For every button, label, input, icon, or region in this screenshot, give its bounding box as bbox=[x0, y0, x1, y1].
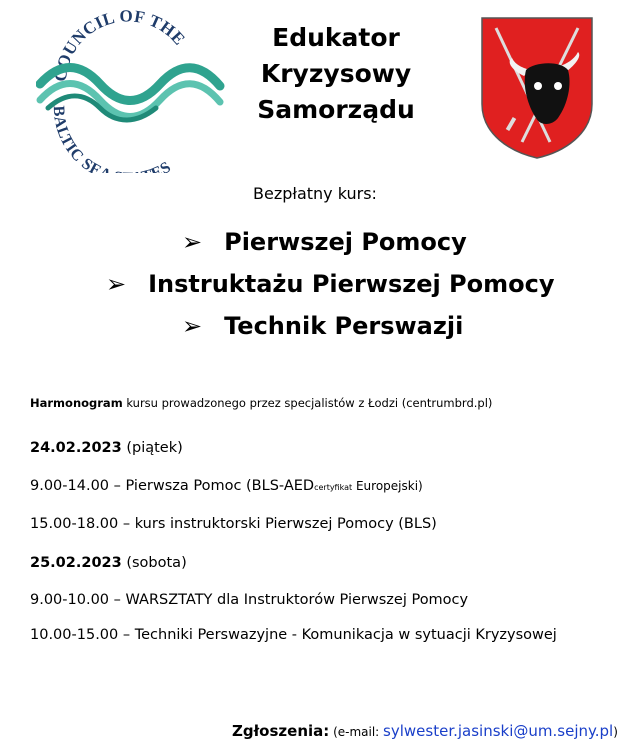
schedule-item-rest: Europejski) bbox=[352, 479, 423, 493]
title-line-1: Edukator bbox=[272, 23, 400, 52]
harmonogram-line bbox=[30, 396, 492, 410]
course-item bbox=[182, 312, 463, 340]
schedule-weekday: (sobota) bbox=[121, 555, 187, 571]
contact-prefix: (e-mail: bbox=[329, 725, 384, 739]
contact-line bbox=[232, 722, 618, 740]
schedule-date: 24.02.2023 bbox=[30, 440, 122, 456]
schedule-weekday: (piątek) bbox=[121, 440, 183, 456]
schedule-item-text: 9.00-10.00 – WARSZTATY dla Instruktorów Pierwszej Pomocy bbox=[30, 592, 469, 608]
arrow-bullet-icon: ➢ bbox=[106, 270, 127, 298]
schedule-item bbox=[30, 592, 468, 608]
harmonogram-label: Harmonogram bbox=[30, 396, 123, 410]
arrow-bullet-icon: ➢ bbox=[182, 312, 203, 340]
schedule-date: 25.02.2023 bbox=[30, 555, 122, 571]
title-line-3: Samorządu bbox=[257, 95, 415, 124]
page-title bbox=[236, 20, 436, 128]
schedule-item-text: 15.00-18.00 – kurs instruktorski Pierwszej Pomocy (BLS) bbox=[30, 516, 437, 532]
cbss-logo-graphic bbox=[36, 8, 226, 173]
course-label: Pierwszej Pomocy bbox=[224, 228, 467, 256]
course-item bbox=[182, 228, 467, 256]
coat-of-arms bbox=[478, 14, 596, 160]
schedule-day bbox=[30, 440, 183, 456]
course-item bbox=[106, 270, 555, 298]
schedule-item-note: certyfikat bbox=[314, 483, 353, 492]
intro-text: Bezpłatny kurs: bbox=[253, 184, 377, 203]
logo-text-top: COUNCIL OF THE bbox=[50, 8, 190, 83]
title-line-2: Kryzysowy bbox=[260, 59, 412, 88]
email-link[interactable]: sylwester.jasinski@um.sejny.pl bbox=[383, 722, 614, 740]
course-label: Instruktażu Pierwszej Pomocy bbox=[148, 270, 555, 298]
course-label: Technik Perswazji bbox=[224, 312, 464, 340]
harmonogram-text: kursu prowadzonego przez specjalistów z Łodzi (centrumbrd.pl) bbox=[122, 396, 493, 410]
contact-label: Zgłoszenia: bbox=[232, 722, 330, 740]
schedule-item bbox=[30, 516, 437, 532]
schedule-item-text: 10.00-15.00 – Techniki Perswazyjne - Komunikacja w sytuacji Kryzysowej bbox=[30, 627, 557, 643]
schedule-day bbox=[30, 555, 187, 571]
cbss-logo bbox=[36, 8, 226, 173]
schedule-item bbox=[30, 478, 423, 494]
schedule-item-text: 9.00-14.00 – Pierwsza Pomoc (BLS-AED bbox=[30, 478, 315, 494]
logo-text-bottom: BALTIC SE ES bbox=[49, 105, 175, 173]
bull-head-crest-icon bbox=[478, 14, 596, 160]
contact-suffix: ) bbox=[613, 725, 618, 739]
arrow-bullet-icon: ➢ bbox=[182, 228, 203, 256]
schedule-item bbox=[30, 627, 557, 643]
